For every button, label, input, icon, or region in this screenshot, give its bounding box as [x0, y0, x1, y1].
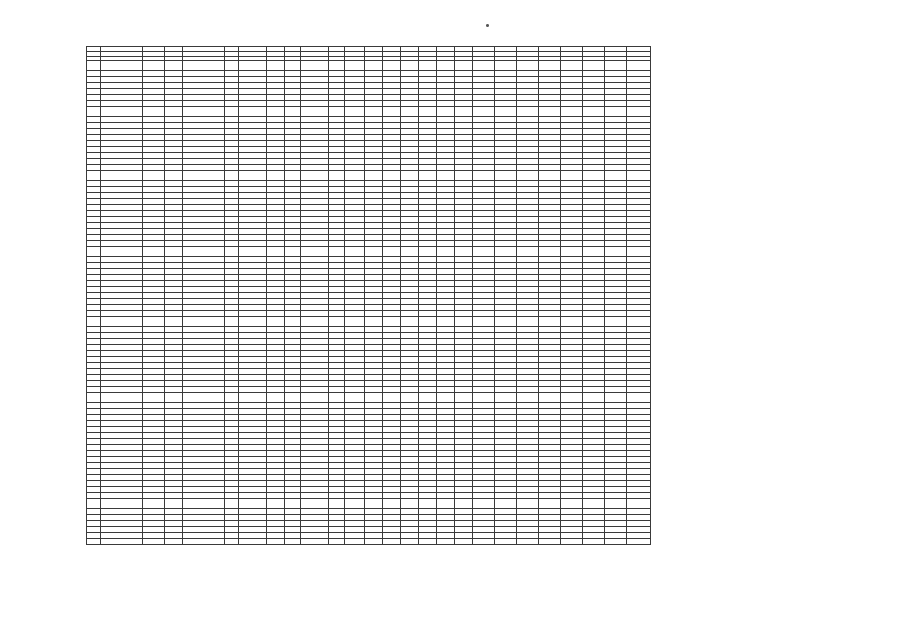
table-cell [383, 393, 401, 403]
table-cell [437, 247, 455, 257]
table-cell [301, 171, 329, 181]
table-cell [401, 247, 419, 257]
table-cell [583, 539, 605, 545]
table-cell [455, 107, 473, 117]
table-cell [437, 107, 455, 117]
table-cell [561, 61, 583, 71]
table-cell [365, 317, 383, 327]
section-row [87, 61, 651, 71]
table-cell [539, 317, 561, 327]
table-cell [285, 499, 301, 509]
table-cell [583, 247, 605, 257]
table-cell [539, 247, 561, 257]
table-cell [627, 393, 651, 403]
table-cell [143, 107, 165, 117]
table-cell [473, 171, 495, 181]
table-cell [605, 61, 627, 71]
table-cell [239, 393, 267, 403]
table-cell [143, 499, 165, 509]
table-cell [143, 317, 165, 327]
table-cell [143, 247, 165, 257]
table-cell [419, 539, 437, 545]
table-cell [455, 393, 473, 403]
table-cell [345, 539, 365, 545]
table-cell [101, 171, 143, 181]
table-cell [561, 539, 583, 545]
table-cell [225, 539, 239, 545]
table-cell [225, 393, 239, 403]
table-cell [239, 61, 267, 71]
table-cell [401, 393, 419, 403]
table-cell [419, 393, 437, 403]
table-cell [329, 107, 345, 117]
table-cell [225, 171, 239, 181]
table-cell [165, 247, 183, 257]
table-cell [329, 61, 345, 71]
table-cell [101, 247, 143, 257]
table-cell [583, 317, 605, 327]
table-cell [365, 393, 383, 403]
table-cell [267, 247, 285, 257]
table-cell [183, 107, 225, 117]
table-cell [627, 317, 651, 327]
table-cell [539, 539, 561, 545]
table-cell [383, 107, 401, 117]
table-cell [165, 107, 183, 117]
table-cell [345, 171, 365, 181]
table-row [87, 539, 651, 545]
table-cell [301, 107, 329, 117]
table-cell [561, 247, 583, 257]
table-cell [401, 171, 419, 181]
table-cell [239, 499, 267, 509]
table-cell [183, 171, 225, 181]
table-cell [495, 393, 517, 403]
table-cell [267, 171, 285, 181]
table-cell [383, 539, 401, 545]
table-cell [561, 171, 583, 181]
data-table [86, 46, 651, 545]
table-cell [101, 499, 143, 509]
table-cell [383, 499, 401, 509]
table-cell [419, 247, 437, 257]
table-cell [539, 107, 561, 117]
table-cell [345, 393, 365, 403]
table-cell [419, 499, 437, 509]
table-cell [183, 61, 225, 71]
table-cell [561, 317, 583, 327]
table-cell [561, 499, 583, 509]
table-cell [495, 317, 517, 327]
table-cell [345, 247, 365, 257]
table-cell [437, 61, 455, 71]
table-cell [419, 171, 437, 181]
table-cell [561, 393, 583, 403]
table-cell [495, 247, 517, 257]
table-cell [165, 539, 183, 545]
table-cell [101, 107, 143, 117]
table-cell [583, 499, 605, 509]
table-cell [239, 317, 267, 327]
table-cell [301, 499, 329, 509]
table-cell [87, 107, 101, 117]
table-cell [583, 107, 605, 117]
table-cell [165, 61, 183, 71]
table-cell [539, 171, 561, 181]
table-cell [383, 317, 401, 327]
table-cell [517, 317, 539, 327]
table-cell [437, 539, 455, 545]
table-cell [473, 247, 495, 257]
table-cell [285, 247, 301, 257]
table-cell [165, 499, 183, 509]
table-cell [473, 393, 495, 403]
table-cell [455, 247, 473, 257]
table-cell [495, 539, 517, 545]
table-cell [401, 107, 419, 117]
table-cell [267, 317, 285, 327]
table-cell [267, 107, 285, 117]
table-cell [285, 61, 301, 71]
table-cell [329, 171, 345, 181]
section-row [87, 317, 651, 327]
table-cell [401, 539, 419, 545]
table-cell [495, 107, 517, 117]
table-cell [605, 393, 627, 403]
table-cell [605, 539, 627, 545]
table-cell [419, 61, 437, 71]
table-cell [301, 393, 329, 403]
table-cell [267, 539, 285, 545]
table-cell [329, 393, 345, 403]
table-cell [401, 61, 419, 71]
table-cell [383, 171, 401, 181]
table-cell [455, 171, 473, 181]
table-cell [539, 499, 561, 509]
table-cell [605, 171, 627, 181]
table-cell [87, 171, 101, 181]
table-cell [183, 499, 225, 509]
table-cell [365, 107, 383, 117]
table-cell [329, 499, 345, 509]
table-cell [495, 61, 517, 71]
table-cell [239, 539, 267, 545]
table-cell [583, 393, 605, 403]
table-cell [285, 107, 301, 117]
table-cell [583, 171, 605, 181]
table-cell [239, 171, 267, 181]
table-cell [605, 317, 627, 327]
table-cell [517, 539, 539, 545]
table-cell [473, 499, 495, 509]
table-cell [101, 317, 143, 327]
table-body [87, 61, 651, 545]
table-cell [473, 61, 495, 71]
table-cell [87, 61, 101, 71]
page-mark [486, 24, 489, 27]
table-cell [301, 539, 329, 545]
table-cell [143, 539, 165, 545]
table-cell [87, 317, 101, 327]
table-cell [383, 247, 401, 257]
table-cell [437, 317, 455, 327]
table-cell [383, 61, 401, 71]
table-cell [473, 107, 495, 117]
section-row [87, 247, 651, 257]
table-cell [329, 247, 345, 257]
table-cell [401, 499, 419, 509]
table-cell [285, 393, 301, 403]
table-cell [627, 247, 651, 257]
table-cell [345, 107, 365, 117]
table-cell [87, 539, 101, 545]
table-cell [101, 539, 143, 545]
table-cell [517, 393, 539, 403]
table-cell [437, 393, 455, 403]
table-cell [419, 317, 437, 327]
table-cell [329, 539, 345, 545]
table-header [87, 47, 651, 61]
section-row [87, 393, 651, 403]
table-cell [605, 247, 627, 257]
table-cell [517, 499, 539, 509]
table-cell [437, 171, 455, 181]
table-cell [455, 499, 473, 509]
table-cell [183, 393, 225, 403]
table-cell [345, 317, 365, 327]
table-cell [627, 499, 651, 509]
table-cell [267, 61, 285, 71]
table-cell [285, 317, 301, 327]
table-cell [329, 317, 345, 327]
table-cell [583, 61, 605, 71]
table-cell [87, 499, 101, 509]
table-cell [267, 499, 285, 509]
table-cell [455, 61, 473, 71]
table-cell [473, 539, 495, 545]
table-cell [627, 171, 651, 181]
table-cell [165, 317, 183, 327]
table-cell [87, 393, 101, 403]
table-cell [539, 393, 561, 403]
table-cell [225, 61, 239, 71]
table-cell [365, 171, 383, 181]
table-cell [627, 539, 651, 545]
table-cell [419, 107, 437, 117]
table-cell [143, 61, 165, 71]
table-cell [225, 317, 239, 327]
table-cell [345, 61, 365, 71]
table-cell [473, 317, 495, 327]
table-cell [183, 539, 225, 545]
table-cell [87, 247, 101, 257]
table-cell [365, 247, 383, 257]
table-cell [401, 317, 419, 327]
table-cell [539, 61, 561, 71]
table-cell [437, 499, 455, 509]
table-cell [455, 539, 473, 545]
table-cell [143, 171, 165, 181]
table-cell [495, 171, 517, 181]
table-cell [561, 107, 583, 117]
table-cell [225, 247, 239, 257]
table-cell [517, 247, 539, 257]
table-cell [345, 499, 365, 509]
table-cell [301, 61, 329, 71]
table-cell [627, 61, 651, 71]
table-cell [239, 247, 267, 257]
table-cell [517, 107, 539, 117]
table-cell [365, 499, 383, 509]
table-cell [455, 317, 473, 327]
table-cell [183, 317, 225, 327]
table-cell [225, 107, 239, 117]
table-cell [627, 107, 651, 117]
table-cell [301, 317, 329, 327]
table-cell [301, 247, 329, 257]
table-cell [101, 393, 143, 403]
table-cell [165, 171, 183, 181]
section-row [87, 171, 651, 181]
table-cell [285, 539, 301, 545]
section-row [87, 107, 651, 117]
table-cell [605, 107, 627, 117]
table-cell [143, 393, 165, 403]
table-cell [517, 61, 539, 71]
table-cell [267, 393, 285, 403]
table-cell [225, 499, 239, 509]
section-row [87, 499, 651, 509]
table-cell [517, 171, 539, 181]
table-cell [165, 393, 183, 403]
table-cell [365, 61, 383, 71]
table-cell [285, 171, 301, 181]
table-cell [495, 499, 517, 509]
table-cell [605, 499, 627, 509]
table-cell [239, 107, 267, 117]
table-cell [101, 61, 143, 71]
table-cell [365, 539, 383, 545]
table-cell [183, 247, 225, 257]
